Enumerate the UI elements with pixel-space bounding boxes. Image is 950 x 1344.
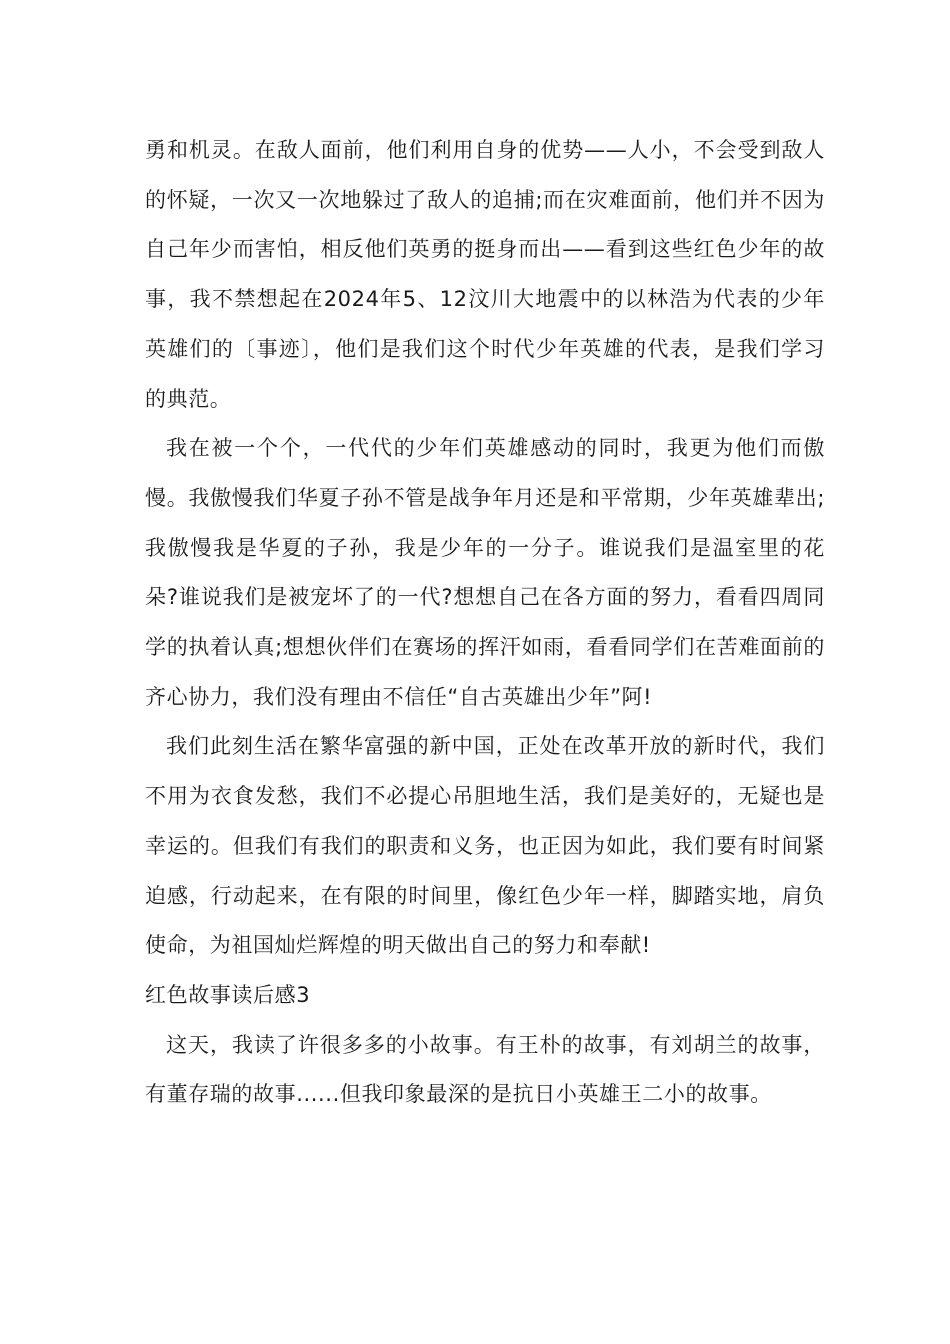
section-heading: 红色故事读后感3 — [145, 982, 311, 1007]
document-body — [145, 126, 825, 1120]
paragraph-new-era: 我们此刻生活在繁华富强的新中国，正处在改革开放的新时代，我们不用为衣食发愁，我们不必提心吊胆地生活，我们是美好的，无疑也是幸运的。但我们有我们的职责和义务，也正因为如此，我们要有时间紧迫感，行动起来，在有限的时间里，像红色少年一样，脚踏实地，肩负使命，为祖国灿烂辉煌的明天做出自己的努力和奉献! — [145, 734, 825, 958]
paragraph-pride: 我在被一个个，一代代的少年们英雄感动的同时，我更为他们而傲慢。我傲慢我们华夏子孙不管是战争年月还是和平常期，少年英雄辈出;我傲慢我是华夏的子孙，我是少年的一分子。谁说我们是温室里的花朵?谁说我们是被宠坏了的一代?想想自己在各方面的努力，看看四周同学的执着认真;想想伙伴们在赛场的挥汗如雨，看看同学们在苦难面前的齐心协力，我们没有理由不信任“自古英雄出少年”阿! — [145, 436, 825, 709]
paragraph-continuation: 勇和机灵。在敌人面前，他们利用自身的优势——人小，不会受到敌人的怀疑，一次又一次地躲过了敌人的追捕;而在灾难面前，他们并不因为自己年少而害怕，相反他们英勇的挺身而出——看到这些红色少年的故事，我不禁想起在2024年5、12汶川大地震中的以林浩为代表的少年英雄们的〔事迹〕，他们是我们这个时代少年英雄的代表，是我们学习的典范。 — [145, 138, 825, 411]
paragraph-stories: 这天，我读了许很多多的小故事。有王朴的故事，有刘胡兰的故事，有董存瑞的故事......但我印象最深的是抗日小英雄王二小的故事。 — [145, 1032, 825, 1107]
